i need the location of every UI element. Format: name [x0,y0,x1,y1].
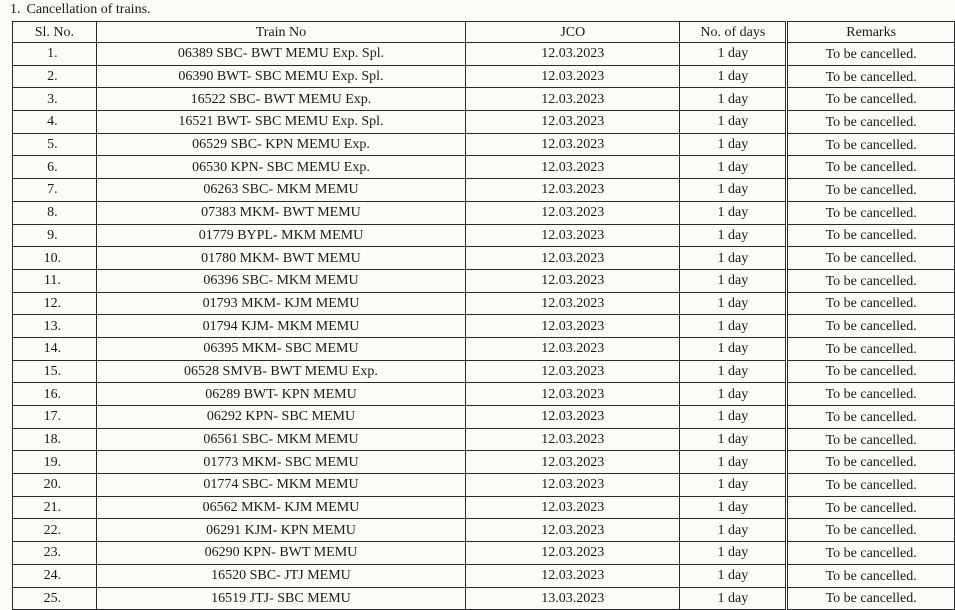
remarks-cell: To be cancelled. [787,315,955,338]
sl-no-cell: 20. [13,474,97,497]
table-row [13,133,955,156]
train-no-cell: 16522 SBC- BWT MEMU Exp. [96,88,465,111]
table-row [13,474,955,497]
sl-no-cell: 6. [13,156,97,179]
table-row [13,201,955,224]
train-no-cell: 06561 SBC- MKM MEMU [96,428,465,451]
header-no-of-days: No. of days [680,22,787,43]
remarks-cell: To be cancelled. [787,179,955,202]
sl-no-cell: 8. [13,201,97,224]
jco-cell: 12.03.2023 [466,496,680,519]
table-row [13,428,955,451]
sl-no-cell: 19. [13,451,97,474]
sl-no-cell: 23. [13,542,97,565]
sl-no-cell: 22. [13,519,97,542]
sl-no-cell: 18. [13,428,97,451]
jco-cell: 12.03.2023 [466,247,680,270]
jco-cell: 12.03.2023 [466,65,680,88]
remarks-cell: To be cancelled. [787,406,955,429]
jco-cell: 12.03.2023 [466,224,680,247]
days-cell: 1 day [680,360,787,383]
jco-cell: 12.03.2023 [466,201,680,224]
table-row [13,179,955,202]
sl-no-cell: 24. [13,564,97,587]
section-number: 1. [10,2,21,17]
sl-no-cell: 13. [13,315,97,338]
remarks-cell: To be cancelled. [787,43,955,66]
remarks-cell: To be cancelled. [787,156,955,179]
table-row [13,383,955,406]
header-jco: JCO [466,22,680,43]
train-no-cell: 06529 SBC- KPN MEMU Exp. [96,133,465,156]
table-row [13,406,955,429]
days-cell: 1 day [680,111,787,134]
days-cell: 1 day [680,65,787,88]
train-no-cell: 06291 KJM- KPN MEMU [96,519,465,542]
table-row [13,360,955,383]
train-no-cell: 06292 KPN- SBC MEMU [96,406,465,429]
sl-no-cell: 11. [13,269,97,292]
sl-no-cell: 7. [13,179,97,202]
days-cell: 1 day [680,519,787,542]
jco-cell: 12.03.2023 [466,179,680,202]
jco-cell: 12.03.2023 [466,428,680,451]
days-cell: 1 day [680,451,787,474]
remarks-cell: To be cancelled. [787,337,955,360]
sl-no-cell: 1. [13,43,97,66]
jco-cell: 12.03.2023 [466,406,680,429]
sl-no-cell: 4. [13,111,97,134]
days-cell: 1 day [680,542,787,565]
sl-no-cell: 12. [13,292,97,315]
train-no-cell: 06263 SBC- MKM MEMU [96,179,465,202]
table-row [13,224,955,247]
table-row [13,156,955,179]
sl-no-cell: 9. [13,224,97,247]
remarks-cell: To be cancelled. [787,542,955,565]
days-cell: 1 day [680,156,787,179]
days-cell: 1 day [680,406,787,429]
sl-no-cell: 21. [13,496,97,519]
train-no-cell: 01780 MKM- BWT MEMU [96,247,465,270]
section-title: Cancellation of trains. [26,2,151,17]
sl-no-cell: 3. [13,88,97,111]
train-no-cell: 06396 SBC- MKM MEMU [96,269,465,292]
jco-cell: 12.03.2023 [466,474,680,497]
table-row [13,496,955,519]
train-cancellation-table [12,21,955,610]
jco-cell: 12.03.2023 [466,43,680,66]
table-row [13,292,955,315]
jco-cell: 12.03.2023 [466,542,680,565]
table-row [13,315,955,338]
train-no-cell: 06530 KPN- SBC MEMU Exp. [96,156,465,179]
table-row [13,542,955,565]
jco-cell: 12.03.2023 [466,360,680,383]
jco-cell: 12.03.2023 [466,451,680,474]
train-no-cell: 06395 MKM- SBC MEMU [96,337,465,360]
jco-cell: 12.03.2023 [466,111,680,134]
remarks-cell: To be cancelled. [787,564,955,587]
train-no-cell: 06290 KPN- BWT MEMU [96,542,465,565]
remarks-cell: To be cancelled. [787,383,955,406]
train-no-cell: 06562 MKM- KJM MEMU [96,496,465,519]
remarks-cell: To be cancelled. [787,65,955,88]
train-no-cell: 01779 BYPL- MKM MEMU [96,224,465,247]
remarks-cell: To be cancelled. [787,451,955,474]
remarks-cell: To be cancelled. [787,201,955,224]
sl-no-cell: 16. [13,383,97,406]
remarks-cell: To be cancelled. [787,292,955,315]
train-no-cell: 01793 MKM- KJM MEMU [96,292,465,315]
remarks-cell: To be cancelled. [787,496,955,519]
header-remarks: Remarks [787,22,955,43]
train-no-cell: 07383 MKM- BWT MEMU [96,201,465,224]
days-cell: 1 day [680,587,787,610]
jco-cell: 12.03.2023 [466,88,680,111]
sl-no-cell: 2. [13,65,97,88]
days-cell: 1 day [680,315,787,338]
table-row [13,587,955,610]
remarks-cell: To be cancelled. [787,360,955,383]
train-no-cell: 06389 SBC- BWT MEMU Exp. Spl. [96,43,465,66]
train-no-cell: 06390 BWT- SBC MEMU Exp. Spl. [96,65,465,88]
table-row [13,88,955,111]
sl-no-cell: 10. [13,247,97,270]
sl-no-cell: 15. [13,360,97,383]
sl-no-cell: 17. [13,406,97,429]
days-cell: 1 day [680,133,787,156]
jco-cell: 12.03.2023 [466,269,680,292]
remarks-cell: To be cancelled. [787,587,955,610]
jco-cell: 12.03.2023 [466,315,680,338]
remarks-cell: To be cancelled. [787,474,955,497]
days-cell: 1 day [680,292,787,315]
jco-cell: 12.03.2023 [466,383,680,406]
table-row [13,111,955,134]
remarks-cell: To be cancelled. [787,111,955,134]
train-no-cell: 06289 BWT- KPN MEMU [96,383,465,406]
table-row [13,65,955,88]
train-no-cell: 01773 MKM- SBC MEMU [96,451,465,474]
table-row [13,43,955,66]
days-cell: 1 day [680,383,787,406]
days-cell: 1 day [680,337,787,360]
remarks-cell: To be cancelled. [787,247,955,270]
section-heading [10,2,151,18]
days-cell: 1 day [680,564,787,587]
jco-cell: 13.03.2023 [466,587,680,610]
days-cell: 1 day [680,269,787,292]
days-cell: 1 day [680,179,787,202]
train-no-cell: 06528 SMVB- BWT MEMU Exp. [96,360,465,383]
train-no-cell: 01774 SBC- MKM MEMU [96,474,465,497]
train-no-cell: 16520 SBC- JTJ MEMU [96,564,465,587]
days-cell: 1 day [680,247,787,270]
jco-cell: 12.03.2023 [466,133,680,156]
table-row [13,337,955,360]
header-sl-no: Sl. No. [13,22,97,43]
sl-no-cell: 25. [13,587,97,610]
remarks-cell: To be cancelled. [787,88,955,111]
days-cell: 1 day [680,43,787,66]
train-no-cell: 16519 JTJ- SBC MEMU [96,587,465,610]
sl-no-cell: 5. [13,133,97,156]
header-train-no: Train No [96,22,465,43]
remarks-cell: To be cancelled. [787,224,955,247]
days-cell: 1 day [680,201,787,224]
train-no-cell: 01794 KJM- MKM MEMU [96,315,465,338]
jco-cell: 12.03.2023 [466,564,680,587]
train-no-cell: 16521 BWT- SBC MEMU Exp. Spl. [96,111,465,134]
jco-cell: 12.03.2023 [466,292,680,315]
remarks-cell: To be cancelled. [787,519,955,542]
jco-cell: 12.03.2023 [466,156,680,179]
days-cell: 1 day [680,428,787,451]
remarks-cell: To be cancelled. [787,428,955,451]
sl-no-cell: 14. [13,337,97,360]
table-row [13,247,955,270]
days-cell: 1 day [680,224,787,247]
table-row [13,519,955,542]
days-cell: 1 day [680,88,787,111]
remarks-cell: To be cancelled. [787,133,955,156]
days-cell: 1 day [680,496,787,519]
table-row [13,269,955,292]
table-row [13,451,955,474]
days-cell: 1 day [680,474,787,497]
jco-cell: 12.03.2023 [466,337,680,360]
table-header-row [13,22,955,43]
remarks-cell: To be cancelled. [787,269,955,292]
jco-cell: 12.03.2023 [466,519,680,542]
